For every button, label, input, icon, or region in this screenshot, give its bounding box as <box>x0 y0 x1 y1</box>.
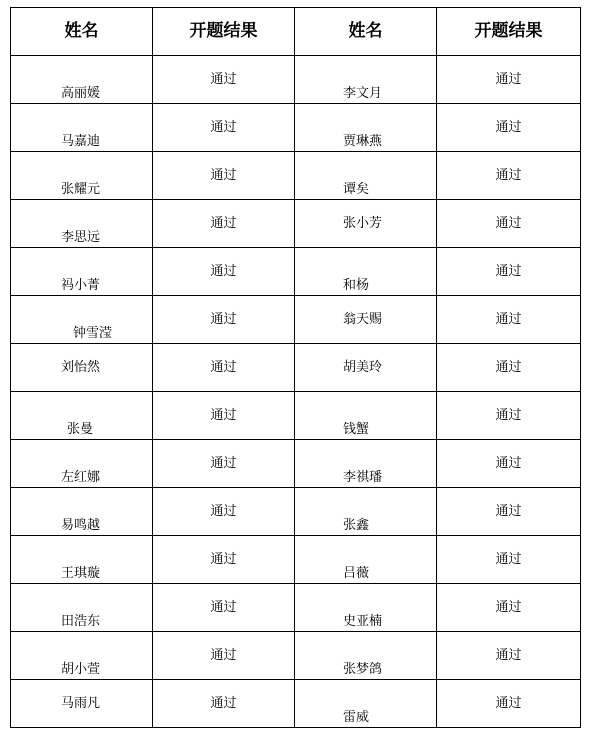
left-result-cell <box>153 584 295 632</box>
right-result-cell <box>437 152 581 200</box>
left-result: 通过 <box>210 72 237 87</box>
left-name-cell <box>11 536 153 584</box>
left-result: 通过 <box>210 360 237 375</box>
right-result: 通过 <box>495 264 522 279</box>
right-result: 通过 <box>495 408 522 423</box>
table-row <box>11 56 581 104</box>
left-name-cell <box>11 680 153 728</box>
right-name: 张小芳 <box>343 216 383 231</box>
left-result-cell <box>153 56 295 104</box>
table-row <box>11 440 581 488</box>
right-name: 谭矣 <box>343 182 370 197</box>
left-result-cell <box>153 152 295 200</box>
left-result-cell <box>153 104 295 152</box>
left-name: 张耀元 <box>61 182 101 197</box>
right-result: 通过 <box>495 216 522 231</box>
right-name-cell <box>295 248 437 296</box>
left-name-cell <box>11 632 153 680</box>
table-row <box>11 296 581 344</box>
results-table <box>10 7 581 728</box>
right-result-cell <box>437 248 581 296</box>
right-name-cell <box>295 104 437 152</box>
left-result-cell <box>153 488 295 536</box>
right-result-cell <box>437 344 581 392</box>
left-name-cell <box>11 296 153 344</box>
table-row <box>11 632 581 680</box>
left-result-cell <box>153 440 295 488</box>
left-result-cell <box>153 392 295 440</box>
right-result: 通过 <box>495 72 522 87</box>
left-name-cell <box>11 248 153 296</box>
left-result-cell <box>153 200 295 248</box>
left-name-cell <box>11 104 153 152</box>
right-result: 通过 <box>495 648 522 663</box>
left-name: 高丽媛 <box>61 86 101 101</box>
right-name-cell <box>295 632 437 680</box>
right-result: 通过 <box>495 600 522 615</box>
left-result: 通过 <box>210 408 237 423</box>
right-name-cell <box>295 680 437 728</box>
left-name-cell <box>11 56 153 104</box>
left-result: 通过 <box>210 312 237 327</box>
left-result: 通过 <box>210 504 237 519</box>
right-name-cell <box>295 440 437 488</box>
left-result-cell <box>153 344 295 392</box>
right-result-cell <box>437 56 581 104</box>
right-name: 雷威 <box>343 710 370 725</box>
right-result: 通过 <box>495 504 522 519</box>
right-name: 和杨 <box>343 278 370 293</box>
left-name: 张曼 <box>67 422 94 437</box>
right-result-cell <box>437 632 581 680</box>
right-name: 李祺璠 <box>343 470 383 485</box>
right-result-cell <box>437 392 581 440</box>
right-name-cell <box>295 488 437 536</box>
table-row <box>11 536 581 584</box>
table-row <box>11 584 581 632</box>
header-name-left: 姓名 <box>11 8 153 56</box>
left-name-cell <box>11 200 153 248</box>
left-result: 通过 <box>210 216 237 231</box>
right-result: 通过 <box>495 456 522 471</box>
header-result-left: 开题结果 <box>153 8 295 56</box>
header-result-right: 开题结果 <box>437 8 581 56</box>
right-name: 李文月 <box>343 86 383 101</box>
right-result-cell <box>437 488 581 536</box>
right-result-cell <box>437 440 581 488</box>
left-name: 田浩东 <box>61 614 101 629</box>
left-name-cell <box>11 440 153 488</box>
left-name: 胡小萱 <box>61 662 101 677</box>
right-name-cell <box>295 584 437 632</box>
left-name-cell <box>11 392 153 440</box>
left-result: 通过 <box>210 168 237 183</box>
right-name: 吕薇 <box>343 566 370 581</box>
right-name-cell <box>295 296 437 344</box>
left-name: 左红娜 <box>61 470 101 485</box>
right-name-cell <box>295 392 437 440</box>
left-result-cell <box>153 248 295 296</box>
left-result: 通过 <box>210 456 237 471</box>
right-result: 通过 <box>495 552 522 567</box>
table-row <box>11 392 581 440</box>
right-result: 通过 <box>495 120 522 135</box>
left-result: 通过 <box>210 552 237 567</box>
table-row <box>11 248 581 296</box>
table-row <box>11 200 581 248</box>
right-name-cell <box>295 56 437 104</box>
table-row <box>11 488 581 536</box>
left-result-cell <box>153 536 295 584</box>
right-result-cell <box>437 200 581 248</box>
left-name: 刘怡然 <box>61 360 101 375</box>
left-name: 王琪璇 <box>61 566 101 581</box>
right-name-cell <box>295 200 437 248</box>
right-name: 贾琳燕 <box>343 134 383 149</box>
left-result: 通过 <box>210 696 237 711</box>
left-result: 通过 <box>210 120 237 135</box>
header-name-right: 姓名 <box>295 8 437 56</box>
left-name: 钟雪滢 <box>73 326 113 341</box>
right-result: 通过 <box>495 312 522 327</box>
left-name: 马雨凡 <box>61 696 101 711</box>
left-result-cell <box>153 632 295 680</box>
left-name: 祃小菁 <box>61 278 101 293</box>
right-name: 翁天赐 <box>343 312 383 327</box>
right-name: 张鑫 <box>343 518 370 533</box>
right-name: 张梦鸽 <box>343 662 383 677</box>
left-name: 马嘉迪 <box>61 134 101 149</box>
header-row <box>11 8 581 56</box>
right-result: 通过 <box>495 696 522 711</box>
left-result: 通过 <box>210 648 237 663</box>
right-result: 通过 <box>495 360 522 375</box>
right-result-cell <box>437 584 581 632</box>
left-name-cell <box>11 344 153 392</box>
right-result-cell <box>437 680 581 728</box>
left-name-cell <box>11 584 153 632</box>
left-result-cell <box>153 680 295 728</box>
right-result-cell <box>437 104 581 152</box>
left-name-cell <box>11 152 153 200</box>
right-name-cell <box>295 536 437 584</box>
right-name: 钱蟹 <box>343 422 370 437</box>
left-name-cell <box>11 488 153 536</box>
right-result-cell <box>437 296 581 344</box>
left-result: 通过 <box>210 600 237 615</box>
right-result-cell <box>437 536 581 584</box>
right-name: 胡美玲 <box>343 360 383 375</box>
right-name-cell <box>295 152 437 200</box>
left-result-cell <box>153 296 295 344</box>
left-name: 李思远 <box>61 230 101 245</box>
left-name: 易鸣越 <box>61 518 101 533</box>
table-row <box>11 104 581 152</box>
left-result: 通过 <box>210 264 237 279</box>
right-name: 史亚楠 <box>343 614 383 629</box>
table-row <box>11 152 581 200</box>
right-name-cell <box>295 344 437 392</box>
right-result: 通过 <box>495 168 522 183</box>
table-row <box>11 680 581 728</box>
table-row <box>11 344 581 392</box>
